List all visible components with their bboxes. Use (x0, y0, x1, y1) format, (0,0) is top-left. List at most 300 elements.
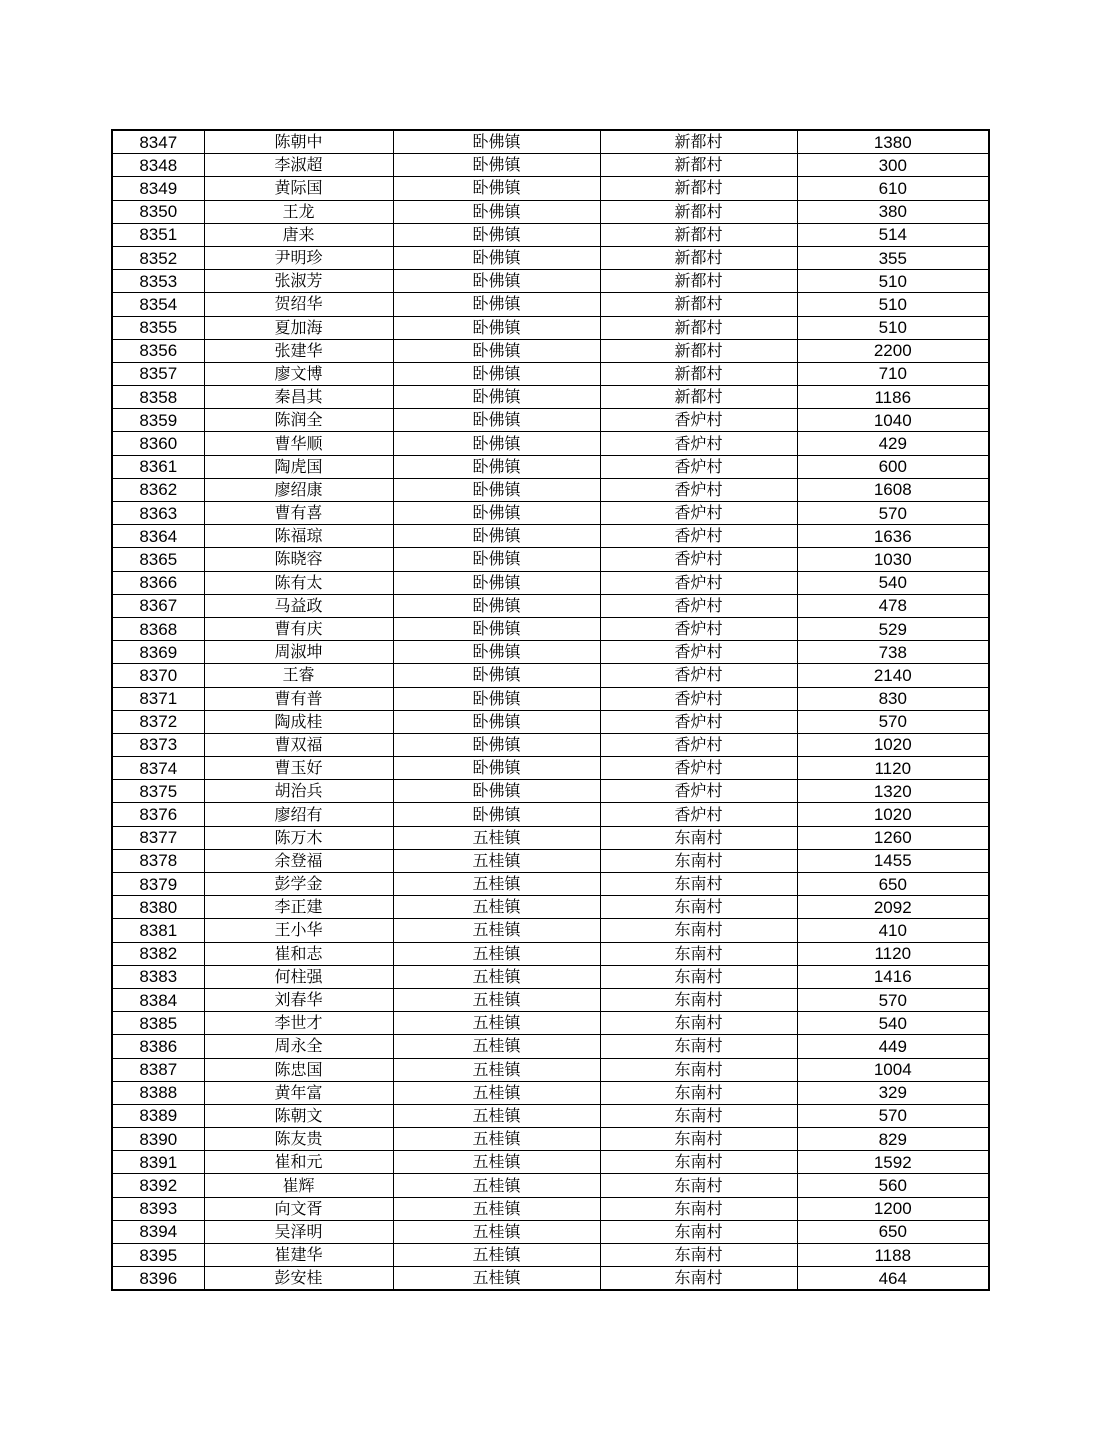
town-cell: 卧佛镇 (393, 154, 600, 177)
village-cell: 新都村 (600, 386, 797, 409)
name-cell: 陈福琼 (204, 525, 393, 548)
town-cell: 五桂镇 (393, 988, 600, 1011)
village-cell: 香炉村 (600, 571, 797, 594)
amount-cell: 1120 (797, 942, 989, 965)
amount-cell: 1040 (797, 409, 989, 432)
village-cell: 东南村 (600, 849, 797, 872)
table-row (112, 478, 989, 501)
village-cell: 新都村 (600, 270, 797, 293)
town-cell: 卧佛镇 (393, 130, 600, 154)
name-cell: 贺绍华 (204, 293, 393, 316)
village-cell: 新都村 (600, 246, 797, 269)
amount-cell: 1260 (797, 826, 989, 849)
table-row (112, 455, 989, 478)
name-cell: 陈友贵 (204, 1128, 393, 1151)
row-number-cell: 8378 (112, 849, 204, 872)
name-cell: 陶成桂 (204, 710, 393, 733)
row-number-cell: 8362 (112, 478, 204, 501)
village-cell: 香炉村 (600, 617, 797, 640)
village-cell: 东南村 (600, 1081, 797, 1104)
name-cell: 廖绍有 (204, 803, 393, 826)
table-row (112, 1128, 989, 1151)
amount-cell: 1004 (797, 1058, 989, 1081)
row-number-cell: 8363 (112, 502, 204, 525)
table-row (112, 1244, 989, 1267)
name-cell: 王睿 (204, 664, 393, 687)
table-row (112, 1197, 989, 1220)
town-cell: 五桂镇 (393, 942, 600, 965)
table-row (112, 386, 989, 409)
village-cell: 香炉村 (600, 641, 797, 664)
town-cell: 五桂镇 (393, 965, 600, 988)
table-row (112, 1035, 989, 1058)
name-cell: 陈晓容 (204, 548, 393, 571)
row-number-cell: 8357 (112, 362, 204, 385)
amount-cell: 1020 (797, 733, 989, 756)
name-cell: 曹华顺 (204, 432, 393, 455)
amount-cell: 510 (797, 270, 989, 293)
name-cell: 陈有太 (204, 571, 393, 594)
village-cell: 新都村 (600, 177, 797, 200)
row-number-cell: 8383 (112, 965, 204, 988)
amount-cell: 1020 (797, 803, 989, 826)
amount-cell: 1320 (797, 780, 989, 803)
village-cell: 新都村 (600, 339, 797, 362)
table-row (112, 710, 989, 733)
table-row (112, 826, 989, 849)
village-cell: 新都村 (600, 316, 797, 339)
amount-cell: 1120 (797, 757, 989, 780)
name-cell: 陈万木 (204, 826, 393, 849)
amount-cell: 2092 (797, 896, 989, 919)
amount-cell: 1455 (797, 849, 989, 872)
village-cell: 东南村 (600, 826, 797, 849)
amount-cell: 1608 (797, 478, 989, 501)
town-cell: 卧佛镇 (393, 548, 600, 571)
town-cell: 卧佛镇 (393, 571, 600, 594)
village-cell: 香炉村 (600, 710, 797, 733)
amount-cell: 1380 (797, 130, 989, 154)
table-row (112, 687, 989, 710)
town-cell: 卧佛镇 (393, 502, 600, 525)
row-number-cell: 8392 (112, 1174, 204, 1197)
amount-cell: 738 (797, 641, 989, 664)
row-number-cell: 8385 (112, 1012, 204, 1035)
village-cell: 香炉村 (600, 455, 797, 478)
row-number-cell: 8393 (112, 1197, 204, 1220)
table-row (112, 339, 989, 362)
town-cell: 卧佛镇 (393, 455, 600, 478)
table-row (112, 757, 989, 780)
amount-cell: 2200 (797, 339, 989, 362)
village-cell: 香炉村 (600, 780, 797, 803)
village-cell: 香炉村 (600, 757, 797, 780)
amount-cell: 410 (797, 919, 989, 942)
village-cell: 新都村 (600, 154, 797, 177)
town-cell: 五桂镇 (393, 1081, 600, 1104)
town-cell: 卧佛镇 (393, 409, 600, 432)
village-cell: 东南村 (600, 873, 797, 896)
table-row (112, 548, 989, 571)
row-number-cell: 8373 (112, 733, 204, 756)
name-cell: 周淑坤 (204, 641, 393, 664)
town-cell: 卧佛镇 (393, 339, 600, 362)
amount-cell: 1592 (797, 1151, 989, 1174)
amount-cell: 1636 (797, 525, 989, 548)
town-cell: 卧佛镇 (393, 362, 600, 385)
row-number-cell: 8384 (112, 988, 204, 1011)
table-row (112, 409, 989, 432)
row-number-cell: 8349 (112, 177, 204, 200)
town-cell: 卧佛镇 (393, 316, 600, 339)
village-cell: 东南村 (600, 1058, 797, 1081)
name-cell: 何柱强 (204, 965, 393, 988)
row-number-cell: 8374 (112, 757, 204, 780)
village-cell: 东南村 (600, 965, 797, 988)
row-number-cell: 8358 (112, 386, 204, 409)
amount-cell: 1030 (797, 548, 989, 571)
row-number-cell: 8366 (112, 571, 204, 594)
name-cell: 彭学金 (204, 873, 393, 896)
village-cell: 东南村 (600, 1244, 797, 1267)
name-cell: 崔和元 (204, 1151, 393, 1174)
town-cell: 卧佛镇 (393, 478, 600, 501)
town-cell: 卧佛镇 (393, 177, 600, 200)
town-cell: 五桂镇 (393, 1104, 600, 1127)
name-cell: 廖绍康 (204, 478, 393, 501)
table-row (112, 525, 989, 548)
row-number-cell: 8394 (112, 1220, 204, 1243)
village-cell: 东南村 (600, 1197, 797, 1220)
amount-cell: 650 (797, 1220, 989, 1243)
town-cell: 卧佛镇 (393, 687, 600, 710)
name-cell: 张建华 (204, 339, 393, 362)
town-cell: 五桂镇 (393, 1174, 600, 1197)
town-cell: 卧佛镇 (393, 757, 600, 780)
table-row (112, 571, 989, 594)
table-row (112, 1151, 989, 1174)
table-row (112, 316, 989, 339)
amount-cell: 570 (797, 988, 989, 1011)
row-number-cell: 8396 (112, 1267, 204, 1291)
village-cell: 东南村 (600, 1174, 797, 1197)
name-cell: 曹玉好 (204, 757, 393, 780)
village-cell: 香炉村 (600, 525, 797, 548)
town-cell: 五桂镇 (393, 896, 600, 919)
row-number-cell: 8354 (112, 293, 204, 316)
town-cell: 卧佛镇 (393, 200, 600, 223)
name-cell: 王龙 (204, 200, 393, 223)
name-cell: 彭安桂 (204, 1267, 393, 1291)
name-cell: 崔辉 (204, 1174, 393, 1197)
row-number-cell: 8375 (112, 780, 204, 803)
amount-cell: 570 (797, 502, 989, 525)
village-cell: 东南村 (600, 942, 797, 965)
row-number-cell: 8356 (112, 339, 204, 362)
table-row (112, 130, 989, 154)
town-cell: 卧佛镇 (393, 594, 600, 617)
table-row (112, 849, 989, 872)
town-cell: 卧佛镇 (393, 525, 600, 548)
name-cell: 陈润全 (204, 409, 393, 432)
town-cell: 卧佛镇 (393, 803, 600, 826)
row-number-cell: 8351 (112, 223, 204, 246)
town-cell: 五桂镇 (393, 1035, 600, 1058)
row-number-cell: 8361 (112, 455, 204, 478)
row-number-cell: 8377 (112, 826, 204, 849)
row-number-cell: 8382 (112, 942, 204, 965)
table-row (112, 617, 989, 640)
name-cell: 李世才 (204, 1012, 393, 1035)
table-row (112, 942, 989, 965)
town-cell: 卧佛镇 (393, 780, 600, 803)
village-cell: 香炉村 (600, 803, 797, 826)
data-table (111, 129, 990, 1291)
village-cell: 香炉村 (600, 664, 797, 687)
town-cell: 卧佛镇 (393, 710, 600, 733)
row-number-cell: 8359 (112, 409, 204, 432)
table-row (112, 362, 989, 385)
town-cell: 卧佛镇 (393, 386, 600, 409)
row-number-cell: 8360 (112, 432, 204, 455)
amount-cell: 464 (797, 1267, 989, 1291)
name-cell: 夏加海 (204, 316, 393, 339)
table-body (112, 130, 989, 1290)
town-cell: 五桂镇 (393, 873, 600, 896)
amount-cell: 329 (797, 1081, 989, 1104)
amount-cell: 510 (797, 293, 989, 316)
row-number-cell: 8369 (112, 641, 204, 664)
table-row (112, 780, 989, 803)
table-row (112, 154, 989, 177)
amount-cell: 380 (797, 200, 989, 223)
town-cell: 卧佛镇 (393, 617, 600, 640)
town-cell: 五桂镇 (393, 1267, 600, 1291)
town-cell: 五桂镇 (393, 849, 600, 872)
amount-cell: 300 (797, 154, 989, 177)
row-number-cell: 8376 (112, 803, 204, 826)
table-row (112, 988, 989, 1011)
row-number-cell: 8348 (112, 154, 204, 177)
town-cell: 五桂镇 (393, 1197, 600, 1220)
name-cell: 崔建华 (204, 1244, 393, 1267)
village-cell: 东南村 (600, 1104, 797, 1127)
table-row (112, 177, 989, 200)
document-page (111, 129, 988, 1291)
amount-cell: 610 (797, 177, 989, 200)
table-row (112, 1081, 989, 1104)
table-row (112, 1267, 989, 1291)
name-cell: 秦昌其 (204, 386, 393, 409)
amount-cell: 1200 (797, 1197, 989, 1220)
table-row (112, 965, 989, 988)
row-number-cell: 8371 (112, 687, 204, 710)
row-number-cell: 8386 (112, 1035, 204, 1058)
village-cell: 东南村 (600, 1151, 797, 1174)
table-row (112, 432, 989, 455)
amount-cell: 540 (797, 1012, 989, 1035)
table-row (112, 223, 989, 246)
table-row (112, 200, 989, 223)
table-row (112, 1012, 989, 1035)
town-cell: 卧佛镇 (393, 270, 600, 293)
name-cell: 王小华 (204, 919, 393, 942)
table-row (112, 594, 989, 617)
village-cell: 香炉村 (600, 548, 797, 571)
amount-cell: 1188 (797, 1244, 989, 1267)
amount-cell: 560 (797, 1174, 989, 1197)
name-cell: 向文胥 (204, 1197, 393, 1220)
village-cell: 新都村 (600, 223, 797, 246)
row-number-cell: 8365 (112, 548, 204, 571)
village-cell: 香炉村 (600, 432, 797, 455)
name-cell: 李正建 (204, 896, 393, 919)
table-row (112, 1174, 989, 1197)
amount-cell: 2140 (797, 664, 989, 687)
name-cell: 曹有喜 (204, 502, 393, 525)
amount-cell: 570 (797, 1104, 989, 1127)
amount-cell: 514 (797, 223, 989, 246)
town-cell: 卧佛镇 (393, 223, 600, 246)
amount-cell: 355 (797, 246, 989, 269)
amount-cell: 1186 (797, 386, 989, 409)
table-row (112, 896, 989, 919)
name-cell: 曹有庆 (204, 617, 393, 640)
amount-cell: 600 (797, 455, 989, 478)
village-cell: 新都村 (600, 200, 797, 223)
row-number-cell: 8395 (112, 1244, 204, 1267)
row-number-cell: 8372 (112, 710, 204, 733)
row-number-cell: 8370 (112, 664, 204, 687)
row-number-cell: 8379 (112, 873, 204, 896)
village-cell: 东南村 (600, 919, 797, 942)
amount-cell: 429 (797, 432, 989, 455)
table-row (112, 733, 989, 756)
amount-cell: 829 (797, 1128, 989, 1151)
town-cell: 五桂镇 (393, 1244, 600, 1267)
row-number-cell: 8380 (112, 896, 204, 919)
name-cell: 余登福 (204, 849, 393, 872)
table-row (112, 270, 989, 293)
name-cell: 陶虎国 (204, 455, 393, 478)
name-cell: 陈朝文 (204, 1104, 393, 1127)
town-cell: 五桂镇 (393, 1151, 600, 1174)
table-row (112, 246, 989, 269)
name-cell: 唐来 (204, 223, 393, 246)
village-cell: 香炉村 (600, 502, 797, 525)
town-cell: 五桂镇 (393, 1128, 600, 1151)
name-cell: 马益政 (204, 594, 393, 617)
row-number-cell: 8355 (112, 316, 204, 339)
town-cell: 卧佛镇 (393, 246, 600, 269)
name-cell: 李淑超 (204, 154, 393, 177)
table-row (112, 873, 989, 896)
name-cell: 张淑芳 (204, 270, 393, 293)
table-row (112, 293, 989, 316)
row-number-cell: 8367 (112, 594, 204, 617)
town-cell: 五桂镇 (393, 919, 600, 942)
village-cell: 东南村 (600, 896, 797, 919)
name-cell: 廖文博 (204, 362, 393, 385)
amount-cell: 510 (797, 316, 989, 339)
village-cell: 新都村 (600, 130, 797, 154)
row-number-cell: 8381 (112, 919, 204, 942)
row-number-cell: 8350 (112, 200, 204, 223)
amount-cell: 1416 (797, 965, 989, 988)
amount-cell: 650 (797, 873, 989, 896)
village-cell: 东南村 (600, 1035, 797, 1058)
row-number-cell: 8387 (112, 1058, 204, 1081)
amount-cell: 540 (797, 571, 989, 594)
table-row (112, 502, 989, 525)
amount-cell: 478 (797, 594, 989, 617)
village-cell: 香炉村 (600, 687, 797, 710)
town-cell: 五桂镇 (393, 1012, 600, 1035)
row-number-cell: 8389 (112, 1104, 204, 1127)
town-cell: 五桂镇 (393, 826, 600, 849)
name-cell: 吴泽明 (204, 1220, 393, 1243)
name-cell: 刘春华 (204, 988, 393, 1011)
table-row (112, 641, 989, 664)
table-row (112, 664, 989, 687)
table-row (112, 1058, 989, 1081)
row-number-cell: 8388 (112, 1081, 204, 1104)
village-cell: 香炉村 (600, 733, 797, 756)
town-cell: 卧佛镇 (393, 641, 600, 664)
row-number-cell: 8352 (112, 246, 204, 269)
village-cell: 新都村 (600, 362, 797, 385)
name-cell: 尹明珍 (204, 246, 393, 269)
name-cell: 曹双福 (204, 733, 393, 756)
town-cell: 五桂镇 (393, 1058, 600, 1081)
town-cell: 五桂镇 (393, 1220, 600, 1243)
amount-cell: 830 (797, 687, 989, 710)
name-cell: 周永全 (204, 1035, 393, 1058)
row-number-cell: 8353 (112, 270, 204, 293)
town-cell: 卧佛镇 (393, 664, 600, 687)
village-cell: 香炉村 (600, 409, 797, 432)
name-cell: 黄际国 (204, 177, 393, 200)
amount-cell: 570 (797, 710, 989, 733)
name-cell: 曹有普 (204, 687, 393, 710)
amount-cell: 529 (797, 617, 989, 640)
table-row (112, 919, 989, 942)
village-cell: 东南村 (600, 1267, 797, 1291)
village-cell: 东南村 (600, 1128, 797, 1151)
village-cell: 香炉村 (600, 594, 797, 617)
town-cell: 卧佛镇 (393, 733, 600, 756)
row-number-cell: 8347 (112, 130, 204, 154)
village-cell: 东南村 (600, 988, 797, 1011)
name-cell: 陈朝中 (204, 130, 393, 154)
amount-cell: 710 (797, 362, 989, 385)
name-cell: 胡治兵 (204, 780, 393, 803)
village-cell: 东南村 (600, 1220, 797, 1243)
table-row (112, 803, 989, 826)
table-row (112, 1220, 989, 1243)
town-cell: 卧佛镇 (393, 432, 600, 455)
row-number-cell: 8391 (112, 1151, 204, 1174)
village-cell: 新都村 (600, 293, 797, 316)
name-cell: 黄年富 (204, 1081, 393, 1104)
row-number-cell: 8390 (112, 1128, 204, 1151)
row-number-cell: 8368 (112, 617, 204, 640)
name-cell: 陈忠国 (204, 1058, 393, 1081)
town-cell: 卧佛镇 (393, 293, 600, 316)
village-cell: 东南村 (600, 1012, 797, 1035)
amount-cell: 449 (797, 1035, 989, 1058)
table-row (112, 1104, 989, 1127)
